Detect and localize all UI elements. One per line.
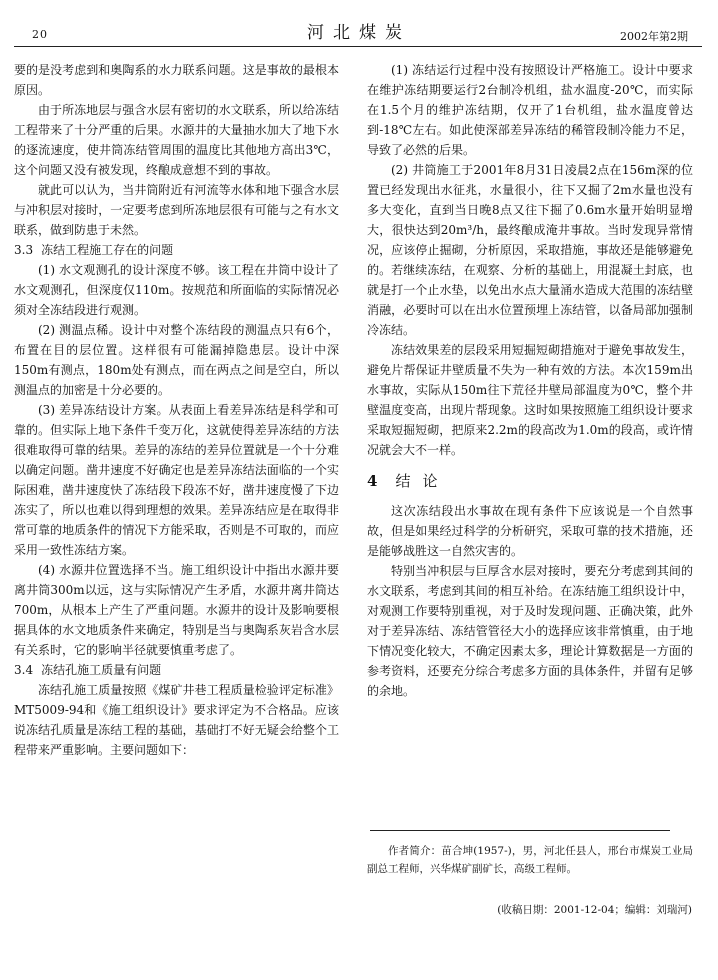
issue-info: 2002年第2期 bbox=[620, 30, 688, 43]
paragraph: 要的是没考虑到和奥陶系的水力联系问题。这是事故的最根本原因。 bbox=[14, 63, 339, 97]
subsection-number: 3.4 bbox=[14, 663, 34, 677]
section-number: 4 bbox=[367, 472, 378, 490]
subsection-number: 3.3 bbox=[14, 243, 34, 257]
subsection-heading bbox=[14, 660, 339, 680]
journal-title: 河北煤炭 bbox=[307, 23, 411, 43]
subsection-title: 冻结孔施工质量有问题 bbox=[41, 663, 162, 677]
paragraph: (2) 测温点稀。设计中对整个冻结段的测温点只有6个，布置在目的层位置。这样很有可能漏掉隐患层。设计中深150m有测点，180m处有测点，而在两点之间是空白，所以测温点的加密是十分必要的。 bbox=[14, 323, 339, 397]
section-title: 结论 bbox=[395, 472, 450, 490]
paragraph: 冻结孔施工质量按照《煤矿井巷工程质量检验评定标准》MT5009-94和《施工组织设计》要求评定为不合格品。应该说冻结孔质量是冻结工程的基础，基础打不好无疑会给整个工程带来严重影响。主要问题如下： bbox=[14, 683, 339, 757]
subsection-title: 冻结工程施工存在的问题 bbox=[41, 243, 174, 257]
right-column bbox=[367, 60, 693, 701]
subsection-heading bbox=[14, 240, 339, 260]
paragraph: (4) 水源井位置选择不当。施工组织设计中指出水源井要离井筒300m以远，这与实际情况产生矛盾，水源井离井筒达700m，从根本上产生了严重问题。水源井的设计及影响要根据具体的水文地质条件来确定，特别是当与奥陶系灰岩含水层有关系时，它的影响半径就要慎重考虑了。 bbox=[14, 563, 339, 657]
paragraph: (1) 水文观测孔的设计深度不够。该工程在井筒中设计了水文观测孔，但深度仅110m。按规范和所面临的实际情况必须对全冻结段进行观测。 bbox=[14, 263, 339, 317]
page-number: 20 bbox=[32, 28, 48, 41]
paragraph: 就此可以认为，当井筒附近有河流等水体和地下强含水层与冲积层对接时，一定要考虑到所冻地层很有可能与之有水文联系，做到防患于未然。 bbox=[14, 183, 339, 237]
section-heading bbox=[367, 469, 693, 493]
paragraph: 由于所冻地层与强含水层有密切的水文联系，所以给冻结工程带来了十分严重的后果。水源井的大量抽水加大了地下水的逐流速度，使井筒冻结管周围的温度比其他地方高出3℃，这个问题又没有被发现，终酿成意想不到的事故。 bbox=[14, 103, 339, 177]
page-header bbox=[0, 0, 718, 48]
left-column bbox=[14, 60, 339, 760]
received-date-line: (收稿日期：2001-12-04；编辑：刘瑞河) bbox=[497, 904, 692, 916]
paragraph: 这次冻结段出水事故在现有条件下应该说是一个自然事故，但是如果经过科学的分析研究，采取可靠的技术措施，还是能够战胜这一自然灾害的。 bbox=[367, 504, 693, 558]
paragraph: (3) 差异冻结设计方案。从表面上看差异冻结是科学和可靠的。但实际上地下条件千变万化，这就使得差异冻结的方法很难取得可靠的结果。差异的冻结的差异位置就是一个十分难以确定问题。凿井速度不好确定也是差异冻结法面临的一个实际困难，凿井速度快了冻结段下段冻不好，凿井速度慢了下边冻实了，所以也难以得到理想的效果。差异冻结应是在取得非常可靠的地质条件的情况下方能采取，否则是不可取的，而应采用一致性冻结方案。 bbox=[14, 403, 339, 557]
footnote-rule bbox=[370, 830, 670, 831]
paragraph: (2) 井筒施工于2001年8月31日凌晨2点在156m深的位置已经发现出水征兆，水量很小，往下又掘了2m水量也没有多大变化，直到当日晚8点又往下掘了0.6m水量开始明显增大，很快达到20m³/h，最终酿成淹井事故。当时发现异常情况，应该停止掘砌，分析原因，采取措施，事故还是能够避免的。若继续冻结，在观察、分析的基础上，用混凝土封底，也就是打一个止水垫，以免出水点大量涌水造成大范围的冻结壁消融，必要时可以在出水位置预埋上冻结管，以备局部加强制冷冻结。 bbox=[367, 163, 693, 337]
paragraph: (1) 冻结运行过程中没有按照设计严格施工。设计中要求在维护冻结期要运行2台制冷机组，盐水温度-20℃，而实际在1.5个月的维护冻结期，仅开了1台机组，盐水温度曾达到-18℃左右。如此使深部差异冻结的稀管段制冷能力不足，导致了必然的后果。 bbox=[367, 63, 693, 157]
author-note: 作者简介：苗合坤(1957-)，男，河北任县人，邢台市煤炭工业局副总工程师，兴华煤矿副矿长，高级工程师。 bbox=[367, 845, 693, 875]
header-rule bbox=[14, 46, 702, 47]
paragraph: 特别当冲积层与巨厚含水层对接时，要充分考虑到其间的水文联系，考虑到其间的相互补给。在冻结施工组织设计中，对观测工作要特别重视，对于及时发现问题、正确决策，此外对于差异冻结、冻结管管径大小的选择应该非常慎重，由于地下情况变化较大，不确定因素太多，理论计算数据是一方面的参考资料，还要充分综合考虑多方面的具体条件，并留有足够的余地。 bbox=[367, 564, 693, 698]
paragraph: 冻结效果差的层段采用短掘短砌措施对于避免事故发生，避免片帮保证井壁质量不失为一种有效的方法。本次159m出水事故，实际从150m往下荒径井壁局部温度为0℃，整个井壁温度变高，出现片帮现象。这时如果按照施工组织设计要求采取短掘短砌，把原来2.2m的段高改为1.0m的段高，或许情况就会大不一样。 bbox=[367, 343, 693, 457]
